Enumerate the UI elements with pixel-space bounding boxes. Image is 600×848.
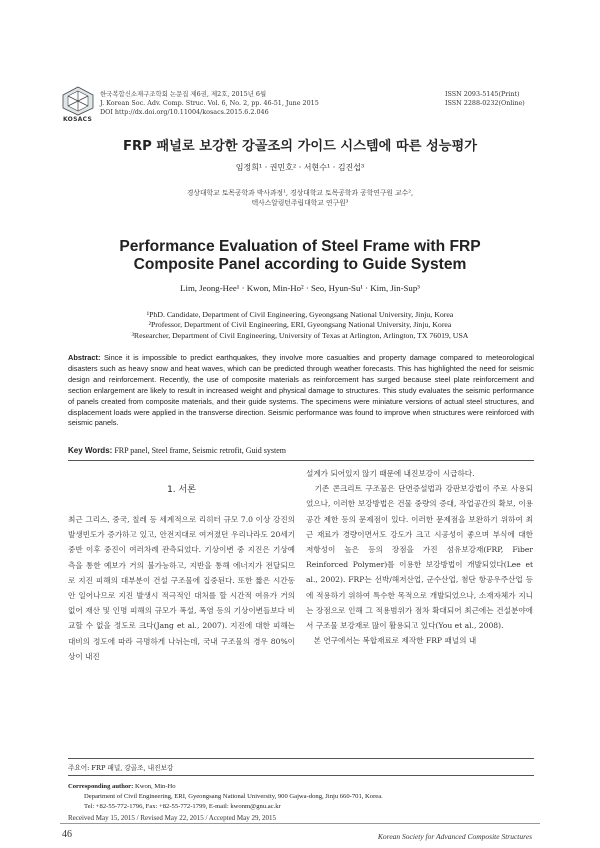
affiliation-kr-line: 경상대학교 토목공학과 박사과정¹, 경상대학교 토목공학과 공학연구원 교수², xyxy=(186,189,414,197)
body-left-column: 최근 그리스, 중국, 칠레 등 세계적으로 리히터 규모 7.0 이상 강진의 발생빈도가 증가하고 있고, 안전지대로 여겨졌던 우리나라도 20세기 중반 이후 중진이 여러차례 관측되었다. 기상이변 중 지진은 기상예측을 통한 예보가 거의 불가능하고, 지반을 통해 에너지가 전달되므로 지진 피해의 대부분이 건설 구조물에 집중된다. 또한 짧은 시간동안 일어나므로 지진 발생시 적극적인 대처를 할 시간적 여유가 거의 없어 재산 및 인명 피해의 규모가 폭설, 폭염 등의 기상이변들보다 비교할 수 없을 정도로 크다(Jang et al., 2007). 지진에 대한 피해는 대비의 정도에 따라 극명하게 나뉘는데, 국내 구조물의 경우 80%이상이 내진 xyxy=(68,515,295,661)
journal-title-kr: 한국복합신소재구조학회 논문집 제6권, 제2호, 2015년 6월 xyxy=(100,90,267,98)
page-number: 46 xyxy=(62,829,72,840)
title-english: Performance Evaluation of Steel Frame with FRP Composite Panel according to Guide System xyxy=(119,238,481,273)
journal-logo xyxy=(61,86,95,116)
affiliation-en-line: ²Professor, Department of Civil Engineering, ERI, Gyeongsang National University, Jinju, Korea xyxy=(148,320,452,330)
affiliation-kr-line: 텍사스알링턴주립대학교 연구원³ xyxy=(251,199,349,207)
keywords-label: Key Words: xyxy=(68,446,113,455)
abstract-label: Abstract: xyxy=(68,353,101,362)
footnote-divider xyxy=(68,758,534,759)
issn-print: ISSN 2093-5145(Print) xyxy=(445,90,520,98)
received-dates: Received May 15, 2015 / Revised May 22, 2015 / Accepted May 29, 2015 xyxy=(68,814,277,822)
logo-text: KOSACS xyxy=(63,116,93,123)
page-footer-rule xyxy=(60,823,540,824)
abstract-text: Since it is impossible to predict earthquakes, they involve more casualties and property damage compared to meteorological disasters such as heavy snow and heat waves, which can be predicted through weather forecasts. This has highlighted the need for seismic design and reinforcement. Recently, the use of composite materials as reinforcement has surged because steel plate reinforcement and section enlargement are likely to result in increased weight and physical damage to structures. This study evaluates the seismic performance of panels created from composite materials, and their guide systems. The specimens were miniature versions of actual steel structures, and displacement loads were applied in the transverse direction. Seismic performance was found to improve when structures were reinforced with seismic panels. xyxy=(68,353,534,428)
journal-title-en: J. Korean Soc. Adv. Comp. Struc. Vol. 6, No. 2, pp. 46-51, June 2015 xyxy=(100,99,319,107)
footnote-keywords: 주요어: FRP 패널, 강골조, 내진보강 xyxy=(68,764,174,772)
footer-journal: Korean Society for Advanced Composite Structures xyxy=(377,832,532,841)
divider xyxy=(68,460,534,461)
affiliations-korean xyxy=(0,188,600,208)
authors-korean: 임정희¹ · 권민호² · 서현수¹ · 김진섭³ xyxy=(235,163,365,172)
body-right-column: 설계가 되어있지 않기 때문에 내진보강이 시급하다. 기존 콘크리트 구조물은 단면증설법과 강판보강법이 주로 사용되었으나, 이러한 보강방법은 건물 중량의 증대, 작업공간의 확보, 이용공간 제한 등의 문제점이 있다. 이러한 문제점을 보완하기 위하여 최근 재료가 경량이면서도 강도가 크고 시공성이 좋으며 부식에 대한 저항성이 높은 등의 장점을 가진 섬유보강재(FRP, Fiber Reinforced Polymer)를 이용한 보강방법이 개발되었다(Lee et al., 2002). FRP는 선박/해저산업, 군수산업, 첨단 항공우주산업 등에 적용하기 위하여 특수한 목적으로 개발되었으나, 소재자체가 지니는 장점으로 인해 그 적용범위가 점차 확대되어 최근에는 건설분야에서 구조물 보강재로 많이 활용되고 있다(You et al., 2008). 본 연구에서는 복합재료로 제작한 FRP 패널의 내 xyxy=(306,469,533,646)
corresponding-author xyxy=(68,782,534,812)
issn-block xyxy=(445,90,525,108)
affiliation-en-line: ³Researcher, Department of Civil Engineering, University of Texas at Arlington, Arlington, TX 76019, USA xyxy=(131,330,469,340)
corresponding-dept: Department of Civil Engineering, ERI, Gyeongsang National University, 900 Gajwa-dong, Jinju 660-701, Korea. xyxy=(84,793,383,800)
keywords-text: FRP panel, Steel frame, Seismic retrofit, Guid system xyxy=(114,446,286,455)
corresponding-label: Corresponding author: xyxy=(68,783,134,790)
corresponding-name: Kwon, Min-Ho xyxy=(134,783,176,790)
section-title: 1. 서론 xyxy=(167,485,196,495)
keywords xyxy=(68,446,534,455)
corresponding-contact: Tel: +82-55-772-1796, Fax: +82-55-772-1799, E-mail: kwonm@gnu.ac.kr xyxy=(84,803,281,810)
authors-english: Lim, Jeong-Hee¹ · Kwon, Min-Ho² · Seo, Hyun-Su¹ · Kim, Jin-Sup³ xyxy=(180,283,420,293)
affiliation-en-line: ¹PhD. Candidate, Department of Civil Engineering, Gyeongsang National University, Jinju, Korea xyxy=(146,310,454,319)
issn-online: ISSN 2288-0232(Online) xyxy=(445,99,525,107)
affiliations-english xyxy=(60,310,540,341)
abstract xyxy=(68,353,534,429)
doi-link[interactable]: DOI http://dx.doi.org/10.11004/kosacs.2015.6.2.046 xyxy=(100,108,269,116)
title-korean: FRP 패널로 보강한 강골조의 가이드 시스템에 따른 성능평가 xyxy=(123,139,477,154)
journal-header xyxy=(100,90,319,117)
footnote-divider xyxy=(68,775,534,776)
